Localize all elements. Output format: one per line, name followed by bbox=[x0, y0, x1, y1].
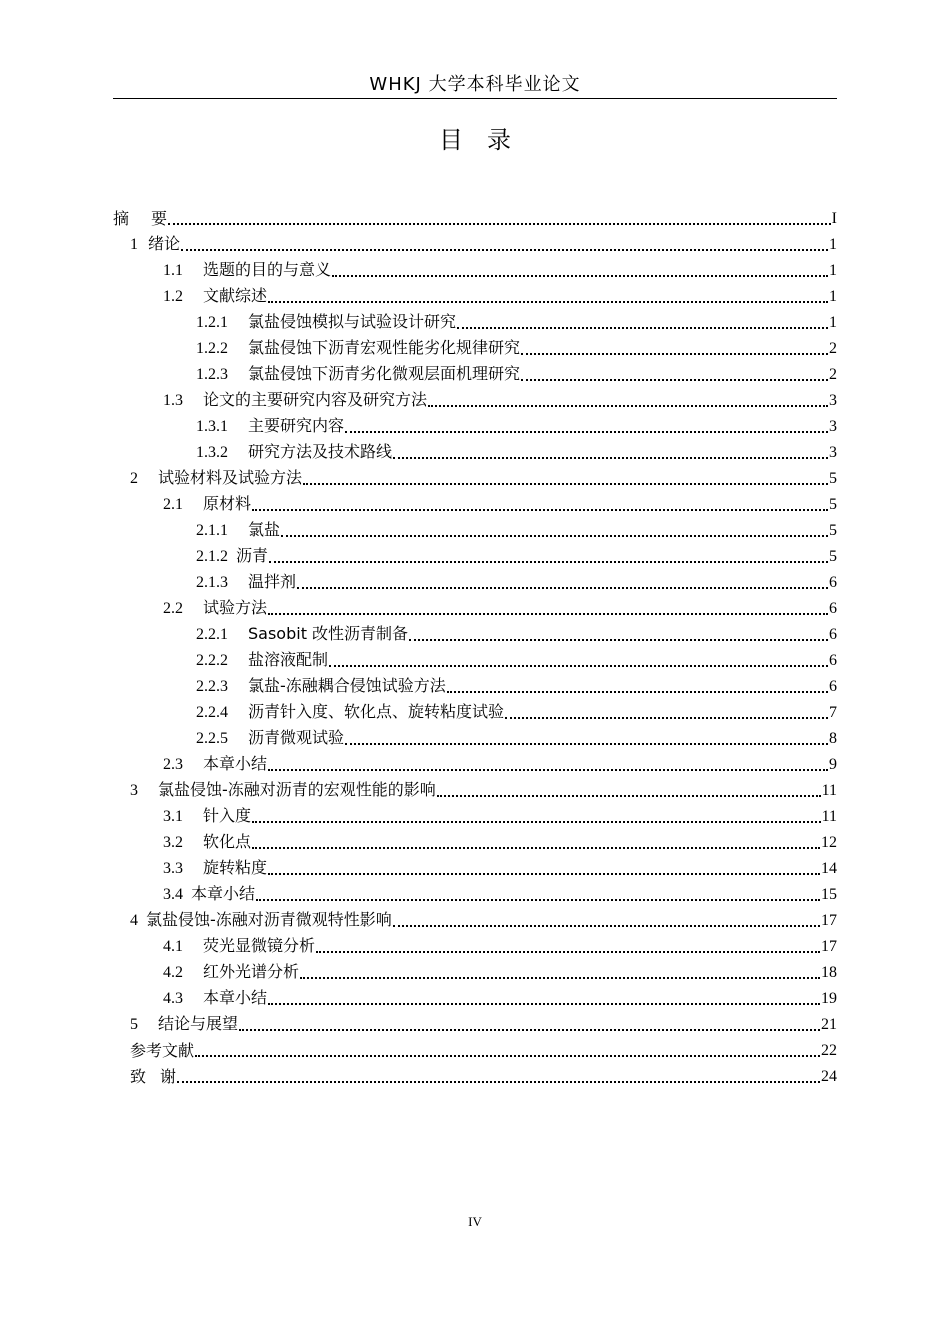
toc-entry-page: 1 bbox=[829, 288, 837, 305]
dot-leader bbox=[345, 431, 828, 433]
toc-entry-number: 致 bbox=[130, 1067, 147, 1086]
toc-entry-number: 1.2.3 bbox=[196, 366, 228, 383]
toc-entry[interactable] bbox=[196, 542, 837, 568]
toc-entry-text: 沥青针入度、软化点、旋转粘度试验 bbox=[248, 702, 505, 721]
dot-leader bbox=[177, 1081, 820, 1083]
toc-entry-page: 11 bbox=[821, 782, 837, 799]
toc-entry-label bbox=[196, 701, 504, 724]
toc-entry-number: 5 bbox=[130, 1016, 138, 1033]
toc-entry-page: 5 bbox=[829, 522, 837, 539]
toc-entry-page: 15 bbox=[821, 886, 837, 903]
toc-entry-page: 14 bbox=[821, 860, 837, 877]
toc-entry-text: 沥青微观试验 bbox=[248, 728, 345, 747]
dot-leader bbox=[268, 301, 828, 303]
toc-entry-text: Sasobit 改性沥青制备 bbox=[248, 624, 409, 643]
toc-entry-page: 1 bbox=[829, 262, 837, 279]
dot-leader bbox=[252, 847, 820, 849]
toc-entry-page: 1 bbox=[829, 236, 837, 253]
dot-leader bbox=[457, 327, 828, 329]
toc-entry-label bbox=[163, 987, 267, 1010]
toc-entry-text: 氯盐侵蚀下沥青宏观性能劣化规律研究 bbox=[248, 338, 521, 357]
toc-entry-label bbox=[130, 779, 436, 802]
toc-entry-page: 3 bbox=[829, 444, 837, 461]
toc-entry-number: 2.2.4 bbox=[196, 704, 228, 721]
toc-entry-number: 4.3 bbox=[163, 990, 183, 1007]
toc-entry-number: 2 bbox=[130, 470, 138, 487]
toc-entry-page: 21 bbox=[821, 1016, 837, 1033]
toc-entry-page: 3 bbox=[829, 418, 837, 435]
dot-leader bbox=[195, 1055, 820, 1057]
toc-entry-text: 本章小结 bbox=[203, 754, 268, 773]
dot-leader bbox=[252, 821, 821, 823]
toc-entry-label bbox=[163, 831, 251, 854]
toc-entry-page: 5 bbox=[829, 470, 837, 487]
toc-entry[interactable] bbox=[196, 724, 837, 750]
dot-leader bbox=[268, 769, 828, 771]
dot-leader bbox=[428, 405, 828, 407]
toc-entry-number: 2.2.3 bbox=[196, 678, 228, 695]
toc-entry-page: 1 bbox=[829, 314, 837, 331]
toc-entry-text: 绪论 bbox=[148, 234, 181, 253]
toc-entry-number: 1.2 bbox=[163, 288, 183, 305]
dot-leader bbox=[256, 899, 820, 901]
toc-entry-text: 试验方法 bbox=[203, 598, 268, 617]
toc-entry-label bbox=[196, 727, 344, 750]
toc-entry[interactable] bbox=[130, 1010, 837, 1036]
toc-entry-label bbox=[163, 935, 315, 958]
toc-entry-label bbox=[196, 519, 280, 542]
toc-entry[interactable] bbox=[130, 776, 837, 802]
toc-entry-label bbox=[163, 493, 251, 516]
toc-entry-label bbox=[163, 857, 267, 880]
dot-leader bbox=[300, 977, 820, 979]
page-number: IV bbox=[468, 1214, 482, 1229]
toc-entry-number: 2.1.3 bbox=[196, 574, 228, 591]
toc-entry-text: 氯盐侵蚀下沥青劣化微观层面机理研究 bbox=[248, 364, 521, 383]
dot-leader bbox=[437, 795, 821, 797]
toc-entry-label bbox=[196, 363, 520, 386]
toc-entry-text: 本章小结 bbox=[203, 988, 268, 1007]
toc-entry-page: 6 bbox=[829, 600, 837, 617]
toc-entry[interactable] bbox=[130, 1062, 837, 1088]
toc-entry[interactable] bbox=[196, 698, 837, 724]
header-rule bbox=[113, 98, 837, 99]
toc-entry-label bbox=[196, 623, 408, 646]
toc-entry[interactable] bbox=[196, 516, 837, 542]
toc-entry-text: 温拌剂 bbox=[248, 572, 297, 591]
toc-entry-page: 6 bbox=[829, 626, 837, 643]
toc-entry-number: 4.1 bbox=[163, 938, 183, 955]
toc-entry[interactable] bbox=[130, 464, 837, 490]
toc-entry-label bbox=[163, 961, 299, 984]
dot-leader bbox=[239, 1029, 820, 1031]
dot-leader bbox=[329, 665, 828, 667]
dot-leader bbox=[297, 587, 828, 589]
toc-entry[interactable] bbox=[196, 620, 837, 646]
toc-entry-text: 本章小结 bbox=[191, 884, 256, 903]
toc-entry-label bbox=[163, 259, 331, 282]
dot-leader bbox=[268, 613, 828, 615]
toc-entry-number: 3.3 bbox=[163, 860, 183, 877]
toc-entry-page: 5 bbox=[829, 548, 837, 565]
toc-entry-text: 论文的主要研究内容及研究方法 bbox=[203, 390, 428, 409]
toc-entry-number: 3.1 bbox=[163, 808, 183, 825]
dot-leader bbox=[332, 275, 828, 277]
toc-entry-number: 1.3 bbox=[163, 392, 183, 409]
toc-entry-text: 沥青 bbox=[236, 546, 269, 565]
dot-leader bbox=[268, 1003, 820, 1005]
toc-entry-text: 研究方法及技术路线 bbox=[248, 442, 393, 461]
toc-entry-number: 2.1 bbox=[163, 496, 183, 513]
toc-entry-number: 3 bbox=[130, 782, 138, 799]
toc-entry[interactable] bbox=[163, 386, 837, 412]
dot-leader bbox=[393, 925, 820, 927]
toc-entry-label bbox=[163, 389, 427, 412]
running-header: WHKJ 大学本科毕业论文 bbox=[369, 74, 581, 95]
toc-entry-page: 6 bbox=[829, 574, 837, 591]
toc-entry-number: 2.2 bbox=[163, 600, 183, 617]
toc-entry-page: 8 bbox=[829, 730, 837, 747]
dot-leader bbox=[252, 509, 828, 511]
toc-entry-number: 1.2.2 bbox=[196, 340, 228, 357]
toc-entry[interactable] bbox=[196, 568, 837, 594]
dot-leader bbox=[268, 873, 820, 875]
toc-entry-text: 盐溶液配制 bbox=[248, 650, 329, 669]
toc-entry-label bbox=[130, 467, 302, 490]
toc-entry-number: 2.2.5 bbox=[196, 730, 228, 747]
toc-entry[interactable] bbox=[196, 438, 837, 464]
dot-leader bbox=[168, 223, 831, 225]
toc-entry-text: 试验材料及试验方法 bbox=[158, 468, 303, 487]
toc-entry-page: 18 bbox=[821, 964, 837, 981]
toc-entry-label bbox=[130, 1013, 238, 1036]
toc-entry[interactable] bbox=[130, 1036, 837, 1062]
toc-entry-label bbox=[163, 753, 267, 776]
toc-entry-label bbox=[196, 441, 392, 464]
toc-entry-number: 4.2 bbox=[163, 964, 183, 981]
toc-entry-text: 氯盐 bbox=[248, 520, 281, 539]
toc-entry-label bbox=[196, 649, 328, 672]
toc-entry-page: 9 bbox=[829, 756, 837, 773]
toc-entry[interactable] bbox=[196, 412, 837, 438]
toc-entry-number: 2.1.2 bbox=[196, 548, 228, 565]
toc-entry-number: 1.1 bbox=[163, 262, 183, 279]
toc-entry[interactable] bbox=[196, 360, 837, 386]
toc-entry[interactable] bbox=[163, 256, 837, 282]
dot-leader bbox=[521, 353, 828, 355]
toc-entry-page: 6 bbox=[829, 652, 837, 669]
toc-entry-page: 6 bbox=[829, 678, 837, 695]
toc-entry-text: 选题的目的与意义 bbox=[203, 260, 332, 279]
toc-entry[interactable] bbox=[113, 204, 837, 230]
toc-entry-text: 原材料 bbox=[203, 494, 252, 513]
toc-entry-label bbox=[196, 571, 296, 594]
toc-entry-text: 红外光谱分析 bbox=[203, 962, 300, 981]
toc-entry-page: 3 bbox=[829, 392, 837, 409]
toc-entry-label bbox=[130, 1066, 176, 1088]
toc-entry-page: 7 bbox=[829, 704, 837, 721]
dot-leader bbox=[505, 717, 828, 719]
toc-entry-label bbox=[196, 415, 344, 438]
toc-entry-page: 17 bbox=[821, 912, 837, 929]
toc-entry-number: 1.2.1 bbox=[196, 314, 228, 331]
toc-entry-label bbox=[196, 311, 456, 334]
toc-entry-text: 结论与展望 bbox=[158, 1014, 239, 1033]
toc-entry-page: I bbox=[831, 210, 837, 227]
dot-leader bbox=[409, 639, 828, 641]
toc-entry-text: 氯盐-冻融耦合侵蚀试验方法 bbox=[248, 676, 446, 695]
toc-entry-label bbox=[163, 883, 255, 906]
toc-entry-page: 19 bbox=[821, 990, 837, 1007]
toc-entry[interactable] bbox=[163, 984, 837, 1010]
toc-entry[interactable] bbox=[163, 854, 837, 880]
dot-leader bbox=[269, 561, 828, 563]
toc-entry-label bbox=[113, 208, 167, 230]
toc-entry-page: 12 bbox=[821, 834, 837, 851]
toc-entry-number: 3.4 bbox=[163, 886, 183, 903]
toc-entry[interactable] bbox=[130, 906, 837, 932]
toc-entry[interactable] bbox=[163, 490, 837, 516]
toc-entry-label bbox=[163, 597, 267, 620]
toc-entry-page: 5 bbox=[829, 496, 837, 513]
dot-leader bbox=[521, 379, 828, 381]
toc-entry-text: 谢 bbox=[160, 1067, 177, 1086]
toc-entry[interactable] bbox=[163, 594, 837, 620]
toc-entry-text: 氯盐侵蚀-冻融对沥青的宏观性能的影响 bbox=[158, 780, 436, 799]
toc-entry-text: 主要研究内容 bbox=[248, 416, 345, 435]
dot-leader bbox=[303, 483, 828, 485]
toc-entry-number: 4 bbox=[130, 912, 138, 929]
toc-entry[interactable] bbox=[196, 334, 837, 360]
toc-entry-page: 2 bbox=[829, 340, 837, 357]
dot-leader bbox=[181, 249, 828, 251]
toc-entry-text: 旋转粘度 bbox=[203, 858, 268, 877]
toc-entry[interactable] bbox=[163, 282, 837, 308]
toc-entry-page: 22 bbox=[821, 1042, 837, 1059]
dot-leader bbox=[393, 457, 828, 459]
toc-entry-number: 2.3 bbox=[163, 756, 183, 773]
toc-entry[interactable] bbox=[163, 880, 837, 906]
toc-entry-text: 要 bbox=[151, 209, 168, 228]
toc-entry-label bbox=[130, 233, 180, 256]
page-title: 目录 bbox=[439, 126, 535, 154]
toc-entry-label bbox=[130, 909, 392, 932]
toc-entry-text: 针入度 bbox=[203, 806, 252, 825]
toc-entry-text: 文献综述 bbox=[203, 286, 268, 305]
toc-entry-page: 11 bbox=[821, 808, 837, 825]
toc-entry-number: 摘 bbox=[113, 209, 130, 228]
toc-entry[interactable] bbox=[196, 672, 837, 698]
toc-entry-text: 氯盐侵蚀-冻融对沥青微观特性影响 bbox=[146, 910, 392, 929]
toc-entry-page: 17 bbox=[821, 938, 837, 955]
toc-entry-number: 2.2.1 bbox=[196, 626, 228, 643]
toc-entry[interactable] bbox=[130, 230, 837, 256]
toc-entry[interactable] bbox=[163, 932, 837, 958]
toc-entry-text: 荧光显微镜分析 bbox=[203, 936, 316, 955]
toc-entry-label bbox=[130, 1040, 194, 1062]
toc-entry-number: 1.3.1 bbox=[196, 418, 228, 435]
toc-entry-number: 1.3.2 bbox=[196, 444, 228, 461]
toc-entry-number: 1 bbox=[130, 236, 138, 253]
toc-entry-text: 软化点 bbox=[203, 832, 252, 851]
toc-entry[interactable] bbox=[163, 802, 837, 828]
toc-entry-page: 24 bbox=[821, 1068, 837, 1085]
toc-entry-label bbox=[163, 285, 267, 308]
toc-entry[interactable] bbox=[196, 646, 837, 672]
toc-entry-number: 3.2 bbox=[163, 834, 183, 851]
dot-leader bbox=[281, 535, 828, 537]
toc-entry[interactable] bbox=[163, 828, 837, 854]
toc-entry-page: 2 bbox=[829, 366, 837, 383]
toc-entry-label bbox=[196, 545, 268, 568]
dot-leader bbox=[316, 951, 820, 953]
toc-entry-number: 2.1.1 bbox=[196, 522, 228, 539]
toc-entry-label bbox=[163, 805, 251, 828]
toc-entry-text: 氯盐侵蚀模拟与试验设计研究 bbox=[248, 312, 457, 331]
toc-entry[interactable] bbox=[163, 750, 837, 776]
toc-entry-label bbox=[196, 337, 520, 360]
dot-leader bbox=[345, 743, 828, 745]
toc-entry[interactable] bbox=[196, 308, 837, 334]
toc-entry-text: 参考文献 bbox=[130, 1041, 195, 1060]
dot-leader bbox=[447, 691, 828, 693]
toc-entry[interactable] bbox=[163, 958, 837, 984]
toc-entry-label bbox=[196, 675, 446, 698]
toc-entry-number: 2.2.2 bbox=[196, 652, 228, 669]
